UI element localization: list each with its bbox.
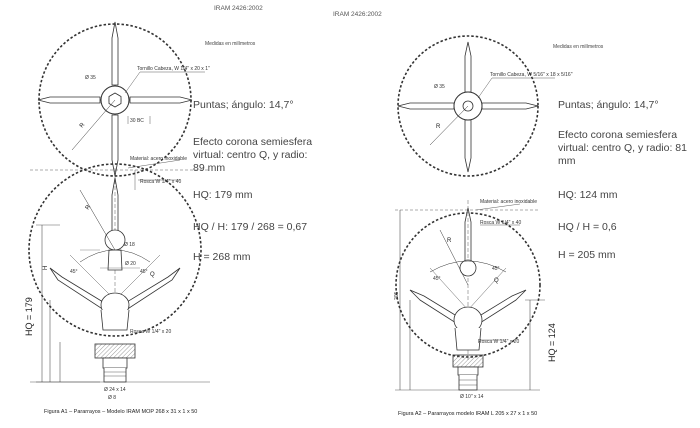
fig1-dim-30: 30 BC (130, 118, 144, 124)
fig2-dim-d10: Ø 10" x 14 (460, 394, 484, 400)
fig1-angle-left: 45° (70, 269, 78, 275)
right-h: H = 205 mm (558, 249, 616, 261)
fig1-dim-d35: Ø 35 (85, 75, 96, 81)
fig1-screw-mid: Rosca W 1/4" x 40 (140, 179, 182, 185)
fig2-caption: Figura A2 – Pararrayos modelo IRAM L 205 x 27 x 1 x 50 (398, 411, 538, 417)
figure1-drawing (29, 22, 210, 382)
fig2-screw-top: Tornillo Cabeza, W 5/16" x 18 x 5/16" (490, 72, 573, 78)
left-h: H = 268 mm (193, 251, 251, 263)
fig2-screw-low: Rosca W 1/4" x 20 (478, 339, 520, 345)
right-corona-1: Efecto corona semiesfera (558, 129, 678, 141)
left-ratio: HQ / H: 179 / 268 = 0,67 (193, 221, 308, 233)
fig1-caption: Figura A1 – Pararrayos – Modelo IRAM MOP 268 x 31 x 1 x 50 (44, 409, 198, 415)
fig2-units-note: Medidas en milímetros (553, 44, 604, 50)
right-points: Puntas; ángulo: 14,7° (558, 99, 659, 111)
fig1-h: H (43, 265, 49, 270)
fig1-material: Material: acero inoxidable (130, 156, 187, 162)
left-points: Puntas; ángulo: 14,7° (193, 99, 294, 111)
fig1-hq: HQ = 179 (24, 297, 34, 336)
fig1-dim-d24: Ø 24 x 14 (104, 387, 126, 393)
fig1-r-side: R (84, 204, 93, 212)
left-corona-3: 89 mm (193, 162, 226, 174)
left-hq: HQ: 179 mm (193, 189, 253, 201)
fig1-units-note: Medidas en milímetros (205, 41, 256, 47)
left-corona-1: Efecto corona semiesfera (193, 136, 313, 148)
figure2-drawing (395, 36, 555, 390)
header-left-code: IRAM 2426:2002 (214, 5, 263, 12)
fig1-screw-low: Rosca W 1/4" x 20 (130, 329, 172, 335)
fig1-q: Q (150, 272, 155, 278)
fig1-dim-d20: Ø 20 (125, 261, 136, 267)
fig2-dim-205: 205 (394, 291, 400, 300)
fig1-screw-top: Tornillo Cabeza, W 1/4" x 20 x 1" (137, 66, 210, 72)
fig2-r-top: R (436, 124, 441, 130)
fig1-angle-right: 45° (140, 269, 148, 275)
fig1-r-top: R (78, 122, 87, 130)
header-center-code: IRAM 2426:2002 (333, 11, 382, 18)
fig2-q: Q (494, 278, 499, 284)
left-corona-2: virtual: centro Q, y radio: (193, 149, 308, 161)
right-corona-2: virtual: centro Q, y radio: 81 (558, 142, 687, 154)
fig2-r-side: R (447, 238, 452, 244)
fig1-dim-d8: Ø 8 (108, 395, 117, 401)
right-ratio: HQ / H = 0,6 (558, 221, 617, 233)
right-corona-3: mm (558, 155, 576, 167)
fig2-material: Material: acero inoxidable (480, 199, 537, 205)
fig1-dim-d18: Ø 18 (124, 242, 135, 248)
fig2-angle-left: 45° (433, 276, 441, 282)
fig2-hq: HQ = 124 (547, 323, 557, 362)
fig2-screw-mid: Rosca W 1/4" x 40 (480, 220, 522, 226)
fig2-angle-right: 45° (492, 266, 500, 272)
right-hq: HQ: 124 mm (558, 189, 618, 201)
fig2-dim-d35: Ø 35 (434, 84, 445, 90)
